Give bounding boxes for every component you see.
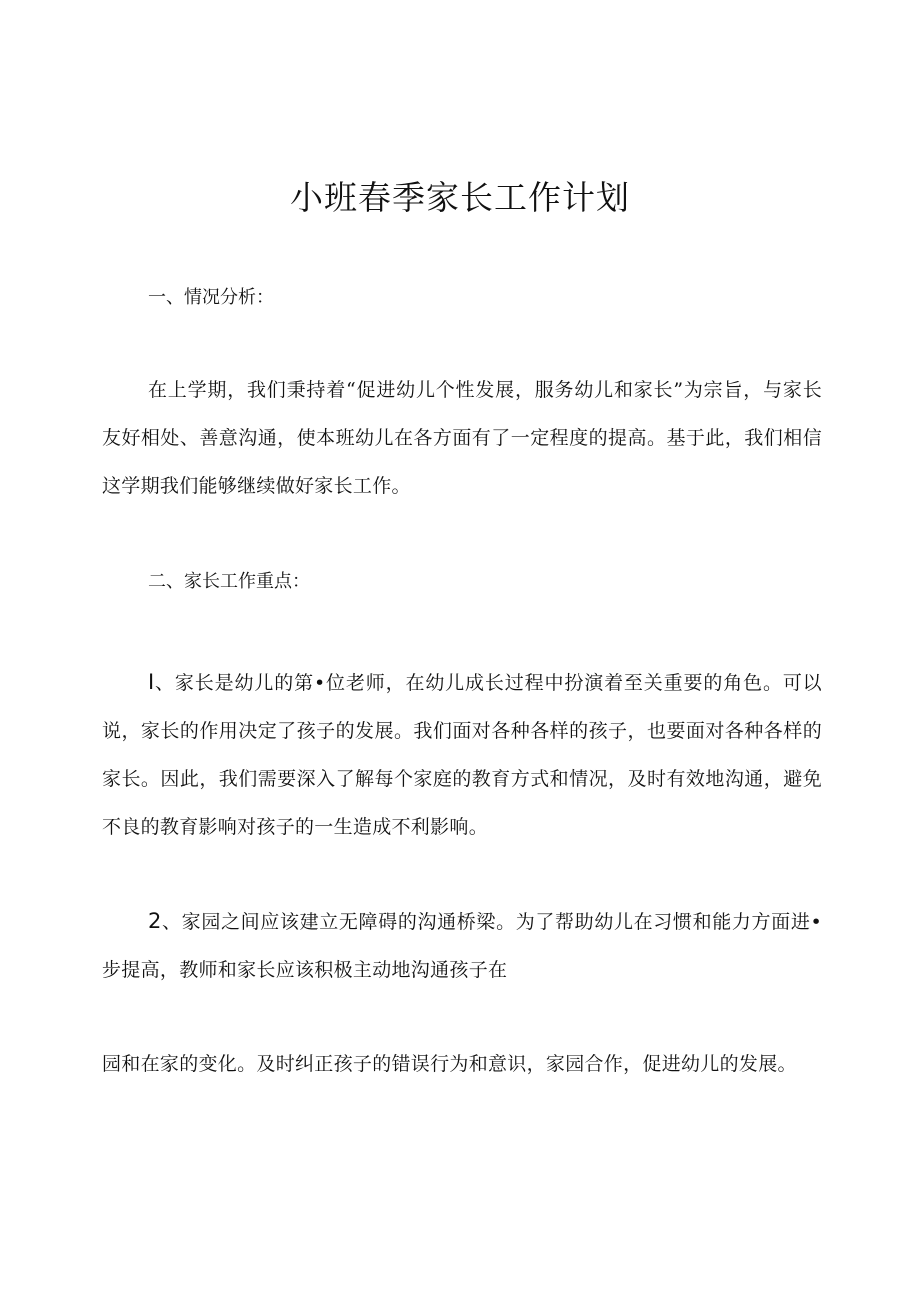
paragraph-continuation: 园和在家的变化。及时纠正孩子的错误行为和意识，家园合作，促进幼儿的发展。 <box>102 1053 797 1075</box>
item-number: 2 <box>148 909 162 933</box>
list-item-focus-2 <box>102 897 822 994</box>
item-text: 、家园之间应该建立无障碍的沟通桥梁。为了帮助幼儿在习惯和能力方面进•步提高，教师和家长应该积极主动地沟通孩子在 <box>102 911 822 981</box>
section-heading-situation-analysis: 一、情况分析： <box>148 287 274 308</box>
item-text: 、家长是幼儿的第•位老师，在幼儿成长过程中扮演着至关重要的角色。可以说，家长的作用决定了孩子的发展。我们面对各种各样的孩子，也要面对各种各样的家长。因此，我们需要深入了解每个家庭的教育方式和情况，及时有效地沟通，避免不良的教育影响对孩子的一生造成不利影响。 <box>102 672 822 838</box>
paragraph-situation-analysis: 在上学期，我们秉持着“促进幼儿个性发展，服务幼儿和家长”为宗旨，与家长友好相处、善意沟通，使本班幼儿在各方面有了一定程度的提高。基于此，我们相信这学期我们能够继续做好家长工作。 <box>102 379 822 497</box>
list-item-focus-1 <box>102 658 822 851</box>
section-heading-work-focus: 二、家长工作重点： <box>148 571 310 592</box>
item-number: I <box>148 670 155 694</box>
document-title: 小班春季家长工作计划 <box>290 178 630 217</box>
